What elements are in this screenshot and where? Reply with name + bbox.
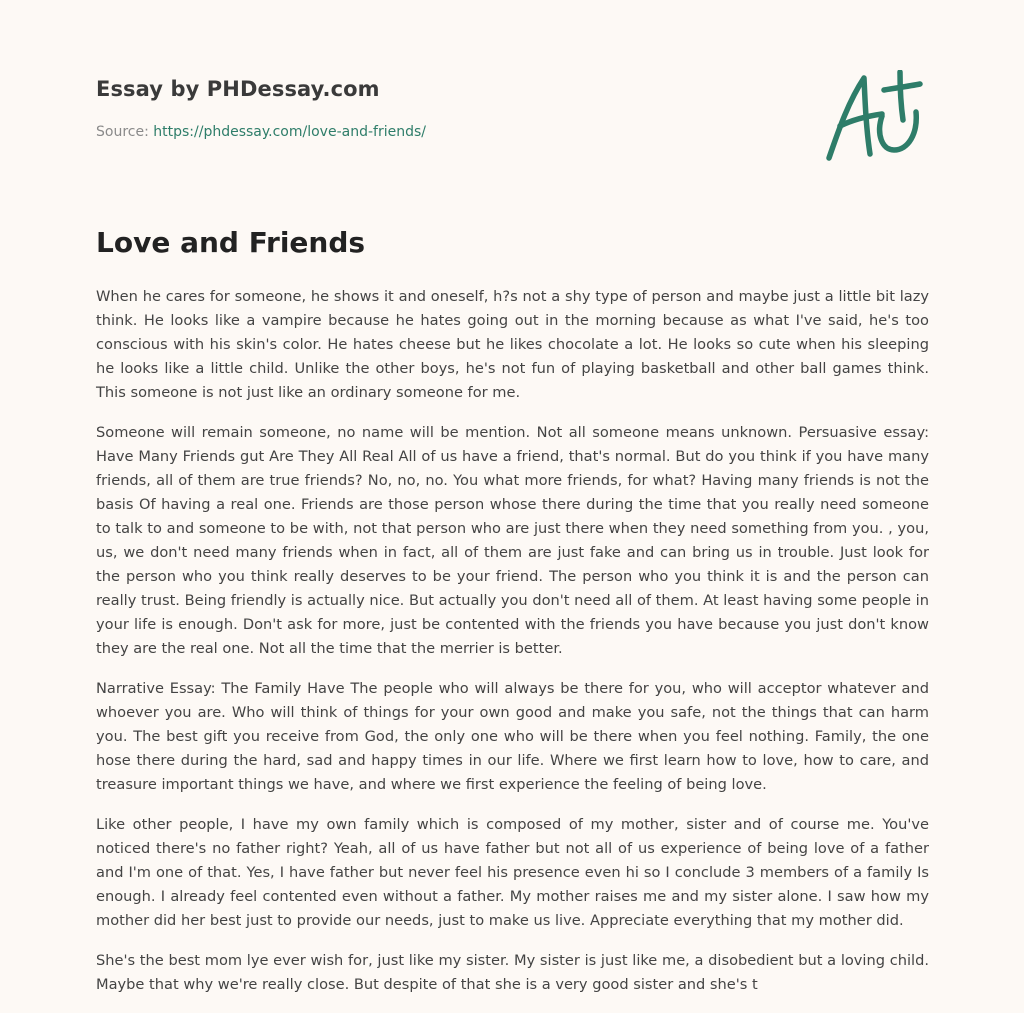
- source-link[interactable]: https://phdessay.com/love-and-friends/: [153, 124, 426, 140]
- essay-paragraph: Someone will remain someone, no name will be mention. Not all someone means unknown. Persuasive essay: Have Many Friends gut Are They All Real All of us have a friend, that's normal. But do you think if you have many friends, all of them are true friends? No, no, no. You what more friends, for what? Having many friends is not the basis Of having a real one. Friends are those person whose there during the time that you really need someone to talk to and someone to be with, not that person who are just there when they need something from you. , you, us, we don't need many friends when in fact, all of them are just fake and can bring us in trouble. Just look for the person who you think really deserves to be your friend. The person who you think it is and the person can really trust. Being friendly is actually nice. But actually you don't need all of them. At least having some people in your life is enough. Don't ask for more, just be contented with the friends you have because you just don't know they are the real one. Not all the time that the merrier is better.: [96, 424, 929, 657]
- a-plus-grade-icon: [824, 70, 924, 162]
- essay-paragraph: She's the best mom lye ever wish for, just like my sister. My sister is just like me, a disobedient but a loving child. Maybe that why we're really close. But despite of that she is a very good sister and she's t: [96, 952, 929, 993]
- source-label: Source:: [96, 124, 154, 140]
- essay-page: [96, 0, 929, 1012]
- essay-body: [96, 285, 929, 1013]
- essay-paragraph: Narrative Essay: The Family Have The people who will always be there for you, who will acceptor whatever and whoever you are. Who will think of things for your own good and make you safe, not the things that can harm you. The best gift you receive from God, the only one who will be there when you feel nothing. Family, the one hose there during the hard, sad and happy times in our life. Where we first learn how to love, how to care, and treasure important things we have, and where we first experience the feeling of being love.: [96, 680, 929, 793]
- source-line: [96, 124, 426, 140]
- essay-paragraph: When he cares for someone, he shows it and oneself, h?s not a shy type of person and maybe just a little bit lazy think. He looks like a vampire because he hates going out in the morning because as what I've said, he's too conscious with his skin's color. He hates cheese but he likes chocolate a lot. He looks so cute when his sleeping he looks like a little child. Unlike the other boys, he's not fun of playing basketball and other ball games think. This someone is not just like an ordinary someone for me.: [96, 288, 929, 401]
- site-title: Essay by PHDessay.com: [96, 77, 380, 101]
- essay-paragraph: Like other people, I have my own family which is composed of my mother, sister and of course me. You've noticed there's no father right? Yeah, all of us have father but not all of us experience of being love of a father and I'm one of that. Yes, I have father but never feel his presence even hi so I conclude 3 members of a family Is enough. I already feel contented even without a father. My mother raises me and my sister alone. I saw how my mother did her best just to provide our needs, just to make us live. Appreciate everything that my mother did.: [96, 816, 929, 929]
- essay-title: Love and Friends: [96, 226, 366, 259]
